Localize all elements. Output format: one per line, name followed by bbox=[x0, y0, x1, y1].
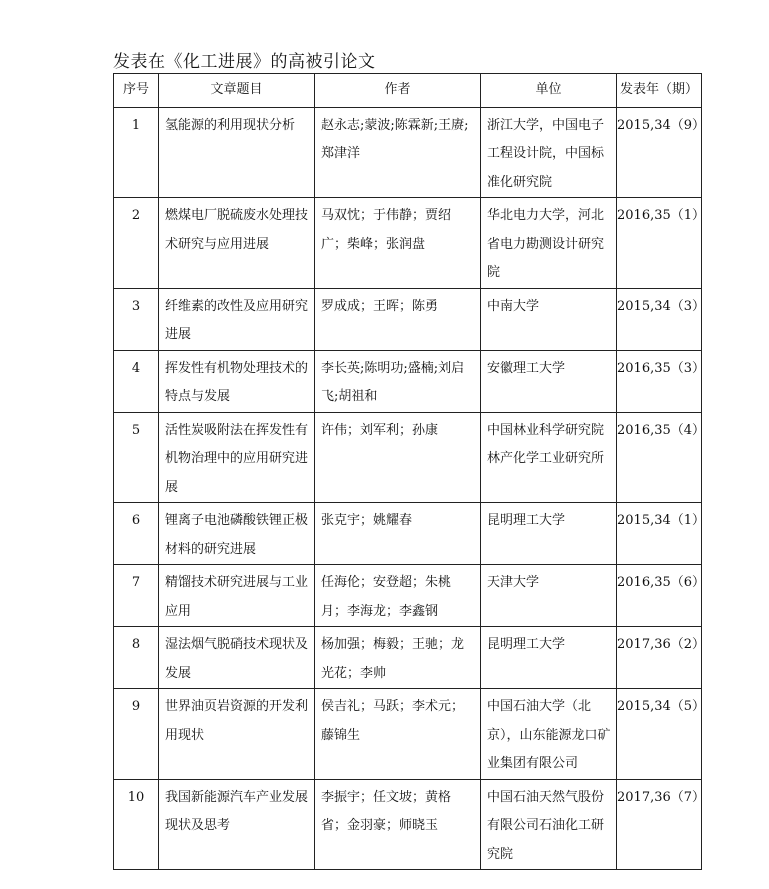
row-issue: 2016,35（1） bbox=[617, 198, 702, 289]
row-authors: 任海伦；安登超；朱桃月；李海龙；李鑫钢 bbox=[315, 565, 481, 627]
row-unit: 安徽理工大学 bbox=[481, 350, 617, 412]
row-issue: 2015,34（9） bbox=[617, 107, 702, 198]
row-unit: 中国石油天然气股份有限公司石油化工研究院 bbox=[481, 779, 617, 870]
header-title: 文章题目 bbox=[159, 74, 315, 108]
table-row bbox=[114, 107, 702, 198]
table-row bbox=[114, 503, 702, 565]
row-title: 精馏技术研究进展与工业应用 bbox=[159, 565, 315, 627]
table-row bbox=[114, 565, 702, 627]
row-title: 氢能源的利用现状分析 bbox=[159, 107, 315, 198]
row-authors: 李长英;陈明功;盛楠;刘启飞;胡祖和 bbox=[315, 350, 481, 412]
row-unit: 昆明理工大学 bbox=[481, 503, 617, 565]
row-index: 8 bbox=[114, 627, 159, 689]
row-title: 挥发性有机物处理技术的特点与发展 bbox=[159, 350, 315, 412]
table-row bbox=[114, 350, 702, 412]
row-title: 纤维素的改性及应用研究进展 bbox=[159, 288, 315, 350]
table-row bbox=[114, 627, 702, 689]
header-index: 序号 bbox=[114, 74, 159, 108]
row-issue: 2017,36（7） bbox=[617, 779, 702, 870]
row-issue: 2016,35（6） bbox=[617, 565, 702, 627]
header-unit: 单位 bbox=[481, 74, 617, 108]
row-title: 活性炭吸附法在挥发性有机物治理中的应用研究进展 bbox=[159, 412, 315, 503]
row-index: 2 bbox=[114, 198, 159, 289]
row-index: 10 bbox=[114, 779, 159, 870]
row-authors: 许伟；刘军利；孙康 bbox=[315, 412, 481, 503]
row-issue: 2015,34（5） bbox=[617, 689, 702, 780]
page-title: 发表在《化工进展》的高被引论文 bbox=[113, 52, 376, 72]
table-row bbox=[114, 689, 702, 780]
row-title: 世界油页岩资源的开发利用现状 bbox=[159, 689, 315, 780]
row-index: 1 bbox=[114, 107, 159, 198]
row-index: 6 bbox=[114, 503, 159, 565]
table-row bbox=[114, 412, 702, 503]
row-index: 3 bbox=[114, 288, 159, 350]
table-row bbox=[114, 779, 702, 870]
row-unit: 昆明理工大学 bbox=[481, 627, 617, 689]
header-issue: 发表年（期） bbox=[617, 74, 702, 108]
row-index: 7 bbox=[114, 565, 159, 627]
row-issue: 2015,34（1） bbox=[617, 503, 702, 565]
table-row bbox=[114, 288, 702, 350]
row-authors: 罗成成；王晖；陈勇 bbox=[315, 288, 481, 350]
row-unit: 中国林业科学研究院林产化学工业研究所 bbox=[481, 412, 617, 503]
row-authors: 侯吉礼；马跃；李术元；藤锦生 bbox=[315, 689, 481, 780]
row-title: 我国新能源汽车产业发展现状及思考 bbox=[159, 779, 315, 870]
row-authors: 马双忱；于伟静；贾绍广；柴峰；张润盘 bbox=[315, 198, 481, 289]
row-issue: 2016,35（3） bbox=[617, 350, 702, 412]
row-unit: 天津大学 bbox=[481, 565, 617, 627]
row-issue: 2016,35（4） bbox=[617, 412, 702, 503]
row-authors: 赵永志;蒙波;陈霖新;王赓;郑津洋 bbox=[315, 107, 481, 198]
row-unit: 浙江大学，中国电子工程设计院，中国标准化研究院 bbox=[481, 107, 617, 198]
table-header-row bbox=[114, 74, 702, 108]
row-title: 燃煤电厂脱硫废水处理技术研究与应用进展 bbox=[159, 198, 315, 289]
row-index: 4 bbox=[114, 350, 159, 412]
row-unit: 中国石油大学（北京），山东能源龙口矿业集团有限公司 bbox=[481, 689, 617, 780]
row-authors: 杨加强；梅毅；王驰；龙光花；李帅 bbox=[315, 627, 481, 689]
row-index: 5 bbox=[114, 412, 159, 503]
row-index: 9 bbox=[114, 689, 159, 780]
row-unit: 华北电力大学，河北省电力勘测设计研究院 bbox=[481, 198, 617, 289]
row-authors: 张克宇；姚耀春 bbox=[315, 503, 481, 565]
row-title: 湿法烟气脱硝技术现状及发展 bbox=[159, 627, 315, 689]
row-issue: 2015,34（3） bbox=[617, 288, 702, 350]
row-unit: 中南大学 bbox=[481, 288, 617, 350]
row-title: 锂离子电池磷酸铁锂正极材料的研究进展 bbox=[159, 503, 315, 565]
papers-table bbox=[113, 73, 706, 870]
row-authors: 李振宇；任文坡；黄格省；金羽豪；师晓玉 bbox=[315, 779, 481, 870]
header-authors: 作者 bbox=[315, 74, 481, 108]
row-issue: 2017,36（2） bbox=[617, 627, 702, 689]
table-row bbox=[114, 198, 702, 289]
